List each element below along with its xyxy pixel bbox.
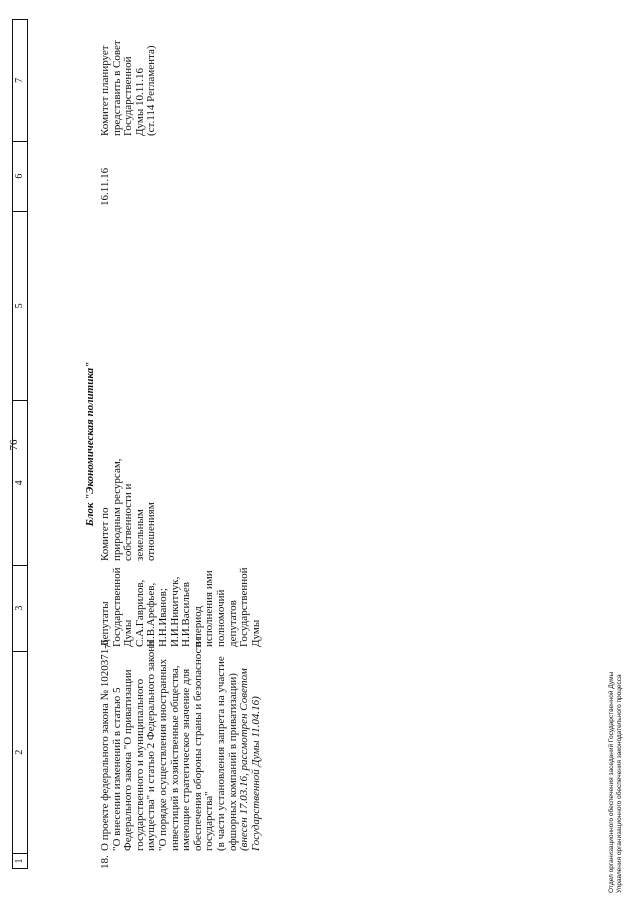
initiator-line: Думы [249,619,262,647]
column-number-1: 1 [13,853,27,868]
initiator-line: Н.В.Арефьев, [145,582,158,647]
bill-description-line: государства" [203,791,216,851]
bill-description-line: государственного и муниципального [133,678,146,851]
initiator-line: полномочий [214,589,227,647]
initiator-line: депутатов [226,600,239,647]
initiator-line: в период [191,606,204,647]
footer-line: Управления организационного обеспечения законодательного процесса [616,674,623,893]
initiator-line: Н.И.Васильев [180,582,193,647]
block-title: Блок "Экономическая политика" [84,361,96,527]
table-row [100,19,262,869]
bill-description-line: обеспечения обороны страны и безопасности [191,637,204,851]
note-line: представить в Совет [110,40,123,136]
initiator-line: Н.Н.Иванов; [156,588,169,647]
committee-line: природным ресурсам, [110,458,123,561]
committee-line: отношениям [145,502,158,561]
initiator-line: Депутаты [99,601,111,647]
bill-description-line: офшорных компаний в приватизации) [226,673,239,851]
row-number: 18. [99,855,111,869]
initiator-line: Государственной [110,567,123,647]
date-cell: 16.11.16 [99,167,111,206]
bill-description-line: О проекте федерального закона № 1020371-6 [99,639,111,851]
bill-description [99,637,262,851]
column-number-7: 7 [14,77,25,83]
committee-line: собственности и [122,483,135,561]
initiator-line: Государственной [238,567,251,647]
note-line: Государственной [122,56,135,136]
committee-line: земельным [133,509,146,561]
column-number-5: 5 [13,211,27,401]
note-line: (ст.114 Регламента) [145,45,158,136]
initiator-line: исполнения ими [203,570,216,647]
bill-description-line: имущества" и статью 2 Федерального закона [145,641,158,851]
footer-line: Отдел организационного обеспечения заседаний Государственной Думы [608,671,615,893]
column-number-3: 3 [13,565,27,651]
column-number-2: 2 [13,651,27,854]
bill-status-line: (внесен 17.03.16, рассмотрен Советом [238,668,251,851]
note-line: Думы 10.11.16 [133,67,146,136]
bill-description-line: "О внесении изменений в статью 5 [110,687,123,851]
responsible-committee [100,400,262,565]
initiator-line: Думы [122,619,135,647]
bill-description-line: Федерального закона "О приватизации [122,669,135,851]
column-number-4: 4 [13,400,27,565]
bill-description-line: имеющие стратегическое значение для [180,668,193,851]
table-header-row [12,19,28,869]
column-5-cell [100,210,262,400]
committee-line: Комитет по [99,507,111,561]
bill-description-line: (в части установления запрета на участие [214,656,227,851]
notes-cell [100,19,262,140]
initiator-line: С.А.Гаврилов, [133,579,146,647]
footer [608,672,624,893]
note-line: Комитет планирует [99,45,111,136]
column-number-6: 6 [13,141,27,211]
initiators [100,565,262,651]
initiator-line: И.И.Никитчук, [168,576,181,647]
bill-description-line: "О порядке осуществления иностранных [156,658,169,851]
page-number: 76 [8,439,20,451]
bill-status-line: Государственной Думы 11.04.16) [249,696,262,851]
bill-description-line: инвестиций в хозяйственные общества, [168,665,181,851]
